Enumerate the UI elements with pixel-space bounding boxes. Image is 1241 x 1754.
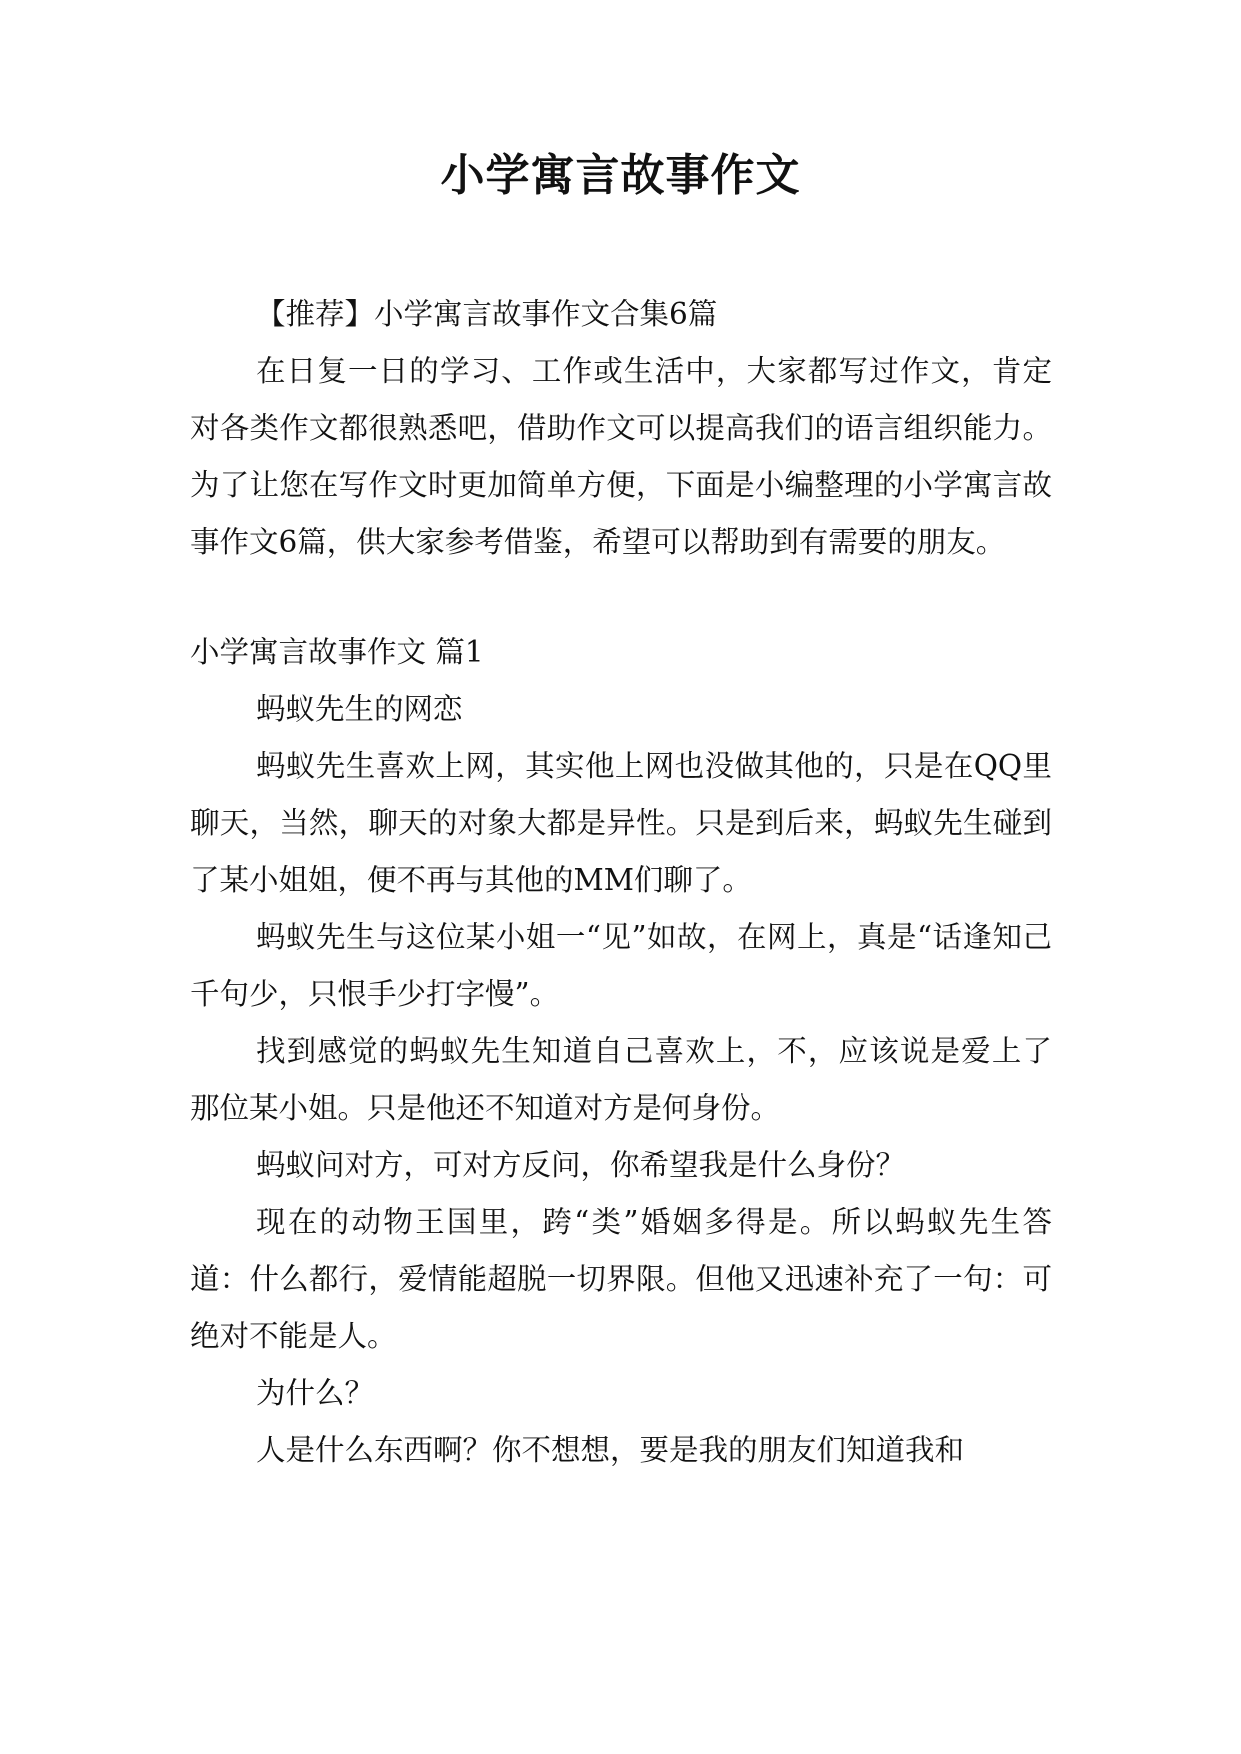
story-paragraph: 蚂蚁问对方，可对方反问，你希望我是什么身份？ — [256, 1148, 906, 1182]
story-paragraph: 蚂蚁先生与这位某小姐一“见”如故，在网上，真是“话逢知己千句少，只恨手少打字慢”。 — [190, 920, 1052, 1011]
story-paragraph: 找到感觉的蚂蚁先生知道自己喜欢上，不，应该说是爱上了那位某小姐。只是他还不知道对方是何身份。 — [190, 1034, 1052, 1125]
story-paragraph: 人是什么东西啊？你不想想，要是我的朋友们知道我和 — [256, 1433, 965, 1467]
document-body — [190, 286, 1052, 1479]
intro-paragraph: 在日复一日的学习、工作或生活中，大家都写过作文，肯定对各类作文都很熟悉吧，借助作文可以提高我们的语言组织能力。为了让您在写作文时更加简单方便，下面是小编整理的小学寓言故事作文6篇，供大家参考借鉴，希望可以帮助到有需要的朋友。 — [190, 354, 1052, 559]
intro-heading: 【推荐】小学寓言故事作文合集6篇 — [256, 297, 718, 331]
story-title: 蚂蚁先生的网恋 — [256, 692, 463, 726]
story-paragraph: 现在的动物王国里，跨“类”婚姻多得是。所以蚂蚁先生答道：什么都行，爱情能超脱一切界限。但他又迅速补充了一句：可绝对不能是人。 — [190, 1205, 1052, 1353]
story-paragraph: 蚂蚁先生喜欢上网，其实他上网也没做其他的，只是在QQ里聊天，当然，聊天的对象大都是异性。只是到后来，蚂蚁先生碰到了某小姐姐，便不再与其他的MM们聊了。 — [190, 749, 1052, 897]
document-title: 小学寓言故事作文 — [440, 150, 801, 201]
story-paragraph: 为什么？ — [256, 1376, 375, 1410]
section-spacer — [190, 571, 1052, 624]
section-title: 小学寓言故事作文 篇1 — [190, 635, 484, 669]
